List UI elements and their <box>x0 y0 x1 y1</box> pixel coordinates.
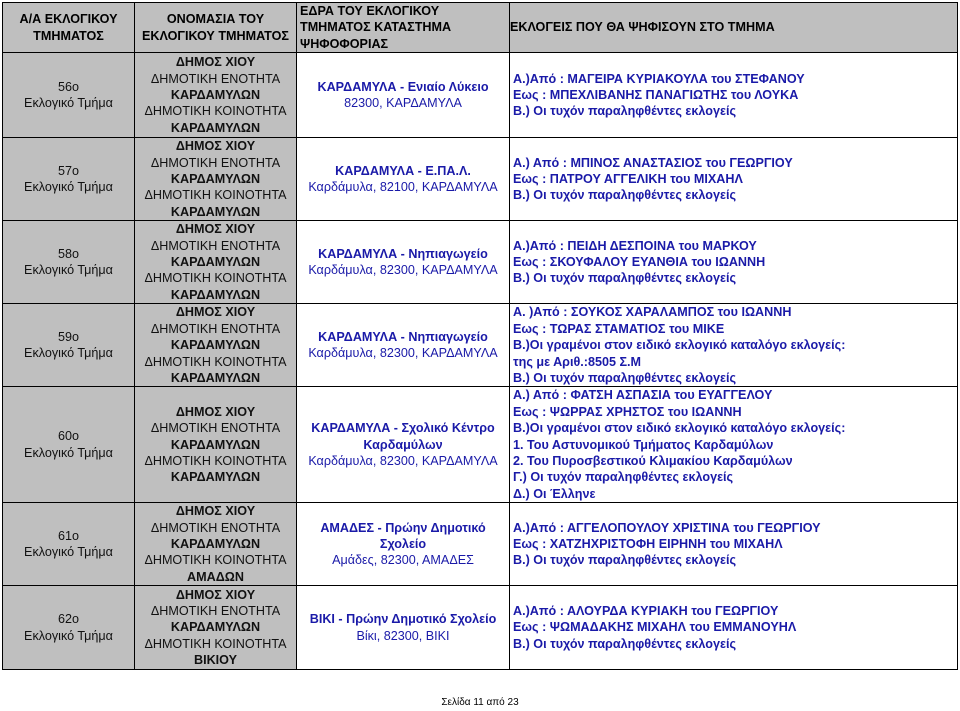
section-name-line: ΔΗΜΟΤΙΚΗ ΚΟΙΝΟΤΗΤΑ <box>144 553 287 568</box>
voters-line: Εως : ΣΚΟΥΦΑΛΟΥ ΕΥΑΝΘΙΑ του ΙΩΑΝΝΗ <box>513 255 766 270</box>
polling-seat-address: 82300, ΚΑΡΔΑΜΥΛΑ <box>344 96 462 111</box>
section-name-line: ΚΑΡΔΑΜΥΛΩΝ <box>170 88 261 103</box>
section-name-line: ΔΗΜΟΤΙΚΗ ΚΟΙΝΟΤΗΤΑ <box>144 636 287 651</box>
section-name-cell <box>135 138 297 221</box>
section-name-line: ΔΗΜΟΤΙΚΗ ΚΟΙΝΟΤΗΤΑ <box>144 354 287 369</box>
polling-seat-cell <box>297 586 510 670</box>
section-number-cell <box>3 586 135 670</box>
table-row <box>3 503 958 586</box>
polling-stations-table <box>2 2 958 670</box>
voters-line: Α.) Από : ΜΠΙΝΟΣ ΑΝΑΣΤΑΣΙΟΣ του ΓΕΩΡΓΙΟΥ <box>513 155 793 170</box>
table-body <box>3 53 958 670</box>
section-number-cell <box>3 138 135 221</box>
table-row <box>3 586 958 670</box>
polling-seat-address: Καρδάμυλα, 82300, ΚΑΡΔΑΜΥΛΑ <box>308 453 498 468</box>
section-name-line: ΔΗΜΟΣ ΧΙΟΥ <box>175 404 256 419</box>
header-section-number: Α/Α ΕΚΛΟΓΙΚΟΥ ΤΜΗΜΑΤΟΣ <box>3 3 135 53</box>
voters-line: Γ.) Οι τυχόν παραληφθέντες εκλογείς <box>513 470 734 485</box>
section-name-line: ΔΗΜΟΤΙΚΗ ΕΝΟΤΗΤΑ <box>150 604 281 619</box>
voters-line: Εως : ΨΩΜΑΔΑΚΗΣ ΜΙΧΑΗΛ του ΕΜΜΑΝΟΥΗΛ <box>513 620 797 635</box>
voters-line: Εως : ΤΩΡΑΣ ΣΤΑΜΑΤΙΟΣ του ΜΙΚΕ <box>513 321 725 336</box>
polling-seat-title: ΒΙΚΙ - Πρώην Δημοτικό Σχολείο <box>309 612 497 627</box>
polling-seat-address: Καρδάμυλα, 82300, ΚΑΡΔΑΜΥΛΑ <box>308 263 498 278</box>
section-name-line: ΚΑΡΔΑΜΥΛΩΝ <box>170 120 261 135</box>
polling-seat-title: ΑΜΑΔΕΣ - Πρώην Δημοτικό <box>320 520 486 535</box>
section-name-line: ΔΗΜΟΤΙΚΗ ΚΟΙΝΟΤΗΤΑ <box>144 453 287 468</box>
voters-line: Β.) Οι τυχόν παραληφθέντες εκλογείς <box>513 636 737 651</box>
section-name-cell <box>135 304 297 387</box>
polling-seat-address: Καρδάμυλα, 82300, ΚΑΡΔΑΜΥΛΑ <box>308 346 498 361</box>
voters-line: Β.) Οι τυχόν παραληφθέντες εκλογείς <box>513 370 737 385</box>
voters-cell <box>510 387 958 503</box>
polling-seat-address: Αμάδες, 82300, ΑΜΑΔΕΣ <box>332 553 474 568</box>
header-section-name: ΟΝΟΜΑΣΙΑ ΤΟΥ ΕΚΛΟΓΙΚΟΥ ΤΜΗΜΑΤΟΣ <box>135 3 297 53</box>
section-number: 56ο <box>57 79 79 94</box>
section-name-line: ΔΗΜΟΤΙΚΗ ΚΟΙΝΟΤΗΤΑ <box>144 271 287 286</box>
section-name-line: ΔΗΜΟΤΙΚΗ ΚΟΙΝΟΤΗΤΑ <box>144 104 287 119</box>
section-number-label: Εκλογικό Τμήμα <box>24 628 113 643</box>
section-name-line: ΔΗΜΟΤΙΚΗ ΕΝΟΤΗΤΑ <box>150 421 281 436</box>
section-name-cell <box>135 53 297 138</box>
table-row <box>3 53 958 138</box>
voters-line: Δ.) Οι Έλληνε <box>513 486 596 501</box>
voters-cell <box>510 53 958 138</box>
polling-seat-cell <box>297 503 510 586</box>
section-number-label: Εκλογικό Τμήμα <box>24 445 113 460</box>
voters-line: Α. )Από : ΣΟΥΚΟΣ ΧΑΡΑΛΑΜΠΟΣ του ΙΩΑΝΝΗ <box>513 305 792 320</box>
voters-line: Εως : ΜΠΕΧΛΙΒΑΝΗΣ ΠΑΝΑΓΙΩΤΗΣ του ΛΟΥΚΑ <box>513 88 799 103</box>
section-name-line: ΔΗΜΟΣ ΧΙΟΥ <box>175 222 256 237</box>
voters-cell <box>510 221 958 304</box>
voters-line: Εως : ΨΩΡΡΑΣ ΧΡΗΣΤΟΣ του ΙΩΑΝΝΗ <box>513 404 742 419</box>
section-name-line: ΔΗΜΟΣ ΧΙΟΥ <box>175 504 256 519</box>
section-name-line: ΚΑΡΔΑΜΥΛΩΝ <box>170 255 261 270</box>
section-name-line: ΚΑΡΔΑΜΥΛΩΝ <box>170 204 261 219</box>
section-number-cell <box>3 53 135 138</box>
section-number-label: Εκλογικό Τμήμα <box>24 263 113 278</box>
voters-cell <box>510 138 958 221</box>
section-number-cell <box>3 221 135 304</box>
voters-line: Β.) Οι τυχόν παραληφθέντες εκλογείς <box>513 271 737 286</box>
section-name-line: ΚΑΡΔΑΜΥΛΩΝ <box>170 287 261 302</box>
table-row <box>3 387 958 503</box>
polling-seat-cell <box>297 138 510 221</box>
voters-line: Β.) Οι τυχόν παραληφθέντες εκλογείς <box>513 553 737 568</box>
polling-seat-title: ΚΑΡΔΑΜΥΛΑ - Ε.ΠΑ.Λ. <box>335 163 471 178</box>
polling-seat-cell <box>297 304 510 387</box>
voters-line: της με Αριθ.:8505 Σ.Μ <box>513 354 642 369</box>
section-name-cell <box>135 221 297 304</box>
voters-line: Εως : ΧΑΤΖΗΧΡΙΣΤΟΦΗ ΕΙΡΗΝΗ του ΜΙΧΑΗΛ <box>513 536 783 551</box>
section-number-label: Εκλογικό Τμήμα <box>24 346 113 361</box>
polling-seat-title: Σχολείο <box>379 536 427 551</box>
section-number: 58ο <box>57 246 79 261</box>
section-name-cell <box>135 387 297 503</box>
polling-seat-title: ΚΑΡΔΑΜΥΛΑ - Νηπιαγωγείο <box>318 329 488 344</box>
polling-seat-title: ΚΑΡΔΑΜΥΛΑ - Ενιαίο Λύκειο <box>317 79 489 94</box>
header-polling-seat: ΕΔΡΑ ΤΟΥ ΕΚΛΟΓΙΚΟΥ ΤΜΗΜΑΤΟΣ ΚΑΤΑΣΤΗΜΑ ΨΗΦΟΦΟΡΙΑΣ <box>297 3 510 53</box>
voters-line: Α.)Από : ΑΓΓΕΛΟΠΟΥΛΟΥ ΧΡΙΣΤΙΝΑ του ΓΕΩΡΓΙΟΥ <box>513 520 821 535</box>
voters-line: 1. Του Αστυνομικού Τμήματος Καρδαμύλων <box>513 437 774 452</box>
polling-seat-cell <box>297 387 510 503</box>
table-row <box>3 138 958 221</box>
section-name-line: ΚΑΡΔΑΜΥΛΩΝ <box>170 536 261 551</box>
polling-seat-title: ΚΑΡΔΑΜΥΛΑ - Νηπιαγωγείο <box>318 246 488 261</box>
voters-cell <box>510 304 958 387</box>
section-name-line: ΔΗΜΟΤΙΚΗ ΕΝΟΤΗΤΑ <box>150 71 281 86</box>
section-name-line: ΔΗΜΟΣ ΧΙΟΥ <box>175 305 256 320</box>
voters-line: Β.) Οι τυχόν παραληφθέντες εκλογείς <box>513 104 737 119</box>
section-name-line: ΔΗΜΟΤΙΚΗ ΚΟΙΝΟΤΗΤΑ <box>144 188 287 203</box>
section-number-cell <box>3 387 135 503</box>
section-name-cell <box>135 503 297 586</box>
section-name-line: ΔΗΜΟΤΙΚΗ ΕΝΟΤΗΤΑ <box>150 321 281 336</box>
polling-seat-title: ΚΑΡΔΑΜΥΛΑ - Σχολικό Κέντρο <box>311 421 495 436</box>
section-number-label: Εκλογικό Τμήμα <box>24 96 113 111</box>
section-name-line: ΔΗΜΟΤΙΚΗ ΕΝΟΤΗΤΑ <box>150 155 281 170</box>
section-number-cell <box>3 503 135 586</box>
polling-seat-cell <box>297 53 510 138</box>
voters-line: Α.)Από : ΑΛΟΥΡΔΑ ΚΥΡΙΑΚΗ του ΓΕΩΡΓΙΟΥ <box>513 604 779 619</box>
section-name-line: ΚΑΡΔΑΜΥΛΩΝ <box>170 620 261 635</box>
polling-seat-address: Βίκι, 82300, ΒΙΚΙ <box>356 628 450 643</box>
section-number: 57ο <box>57 163 79 178</box>
polling-seat-title: Καρδαμύλων <box>363 437 443 452</box>
section-name-line: ΚΑΡΔΑΜΥΛΩΝ <box>170 370 261 385</box>
section-name-line: ΚΑΡΔΑΜΥΛΩΝ <box>170 470 261 485</box>
section-name-line: ΔΗΜΟΣ ΧΙΟΥ <box>175 587 256 602</box>
section-name-line: ΔΗΜΟΣ ΧΙΟΥ <box>175 55 256 70</box>
voters-cell <box>510 586 958 670</box>
section-name-cell <box>135 586 297 670</box>
section-name-line: ΔΗΜΟΤΙΚΗ ΕΝΟΤΗΤΑ <box>150 520 281 535</box>
voters-line: Β.) Οι τυχόν παραληφθέντες εκλογείς <box>513 188 737 203</box>
section-number: 60ο <box>57 429 79 444</box>
voters-line: Β.)Οι γραμένοι στον ειδικό εκλογικό καταλόγο εκλογείς: <box>513 421 846 436</box>
voters-line: Α.) Από : ΦΑΤΣΗ ΑΣΠΑΣΙΑ του ΕΥΑΓΓΕΛΟΥ <box>513 388 773 403</box>
voters-cell <box>510 503 958 586</box>
section-number: 62ο <box>57 612 79 627</box>
section-number: 61ο <box>57 528 79 543</box>
voters-line: Α.)Από : ΜΑΓΕΙΡΑ ΚΥΡΙΑΚΟΥΛΑ του ΣΤΕΦΑΝΟΥ <box>513 71 805 86</box>
polling-seat-cell <box>297 221 510 304</box>
table-row <box>3 304 958 387</box>
voters-line: Β.)Οι γραμένοι στον ειδικό εκλογικό καταλόγο εκλογείς: <box>513 338 846 353</box>
table-row <box>3 221 958 304</box>
section-name-line: ΑΜΑΔΩΝ <box>187 569 244 584</box>
section-number: 59ο <box>57 329 79 344</box>
section-name-line: ΚΑΡΔΑΜΥΛΩΝ <box>170 172 261 187</box>
polling-seat-address: Καρδάμυλα, 82100, ΚΑΡΔΑΜΥΛΑ <box>308 180 498 195</box>
voters-line: Α.)Από : ΠΕΙΔΗ ΔΕΣΠΟΙΝΑ του ΜΑΡΚΟΥ <box>513 238 757 253</box>
section-number-label: Εκλογικό Τμήμα <box>24 180 113 195</box>
header-voters: ΕΚΛΟΓΕΙΣ ΠΟΥ ΘΑ ΨΗΦΙΣΟΥΝ ΣΤΟ ΤΜΗΜΑ <box>510 3 958 53</box>
page-footer: Σελίδα 11 από 23 <box>441 697 519 708</box>
section-name-line: ΒΙΚΙΟΥ <box>193 653 238 668</box>
table-header-row <box>3 3 958 53</box>
section-name-line: ΔΗΜΟΤΙΚΗ ΕΝΟΤΗΤΑ <box>150 238 281 253</box>
section-name-line: ΚΑΡΔΑΜΥΛΩΝ <box>170 338 261 353</box>
voters-line: 2. Του Πυροσβεστικού Κλιμακίου Καρδαμύλων <box>513 453 793 468</box>
section-name-line: ΔΗΜΟΣ ΧΙΟΥ <box>175 139 256 154</box>
voters-line: Εως : ΠΑΤΡΟΥ ΑΓΓΕΛΙΚΗ του ΜΙΧΑΗΛ <box>513 172 743 187</box>
section-number-cell <box>3 304 135 387</box>
section-number-label: Εκλογικό Τμήμα <box>24 545 113 560</box>
section-name-line: ΚΑΡΔΑΜΥΛΩΝ <box>170 437 261 452</box>
